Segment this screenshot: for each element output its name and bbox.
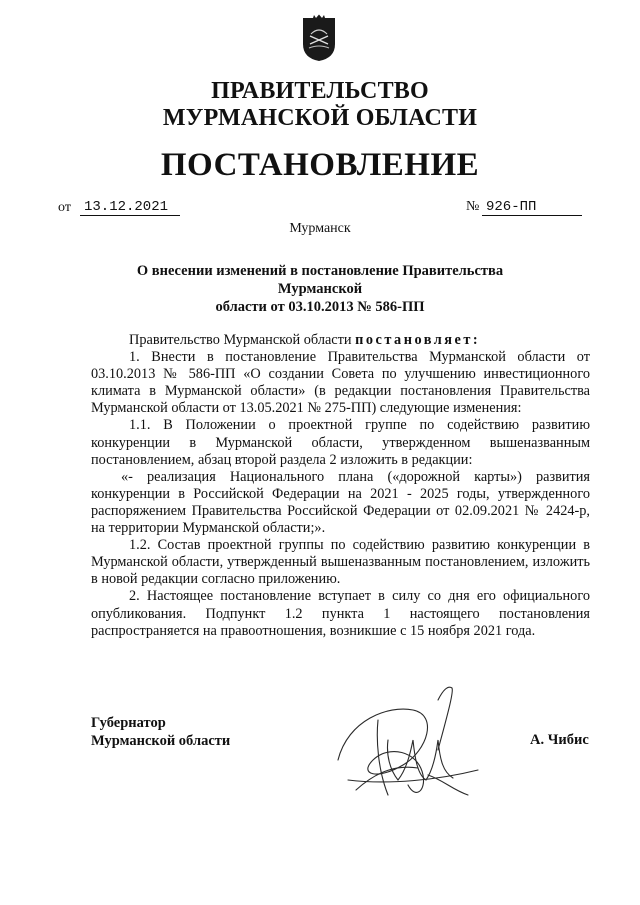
organization-name bbox=[0, 78, 640, 132]
signature-icon bbox=[318, 680, 493, 815]
paragraph-1: 1. Внести в постановление Правительства Мурманской области от 03.10.2013 № 586-ПП «О создании Совета по улучшению инвестиционного климата в Мурманской области» (в редакции постановления Правительства Мурманской области от 13.05.2021 № 275-ПП) следующие изменения: bbox=[91, 349, 590, 417]
title-line-2: области от 03.10.2013 № 586-ПП bbox=[215, 299, 425, 315]
document-number: 926-ПП bbox=[482, 199, 582, 216]
document-date: 13.12.2021 bbox=[80, 199, 180, 216]
paragraph-1-2: 1.2. Состав проектной группы по содействию развитию конкуренции в Мурманской области, утвержденный вышеназванным постановлением, изложить в новой редакции согласно приложению. bbox=[91, 537, 590, 588]
document-type: ПОСТАНОВЛЕНИЕ bbox=[160, 147, 480, 183]
document-title bbox=[100, 262, 540, 316]
city: Мурманск bbox=[289, 221, 351, 236]
intro-text: Правительство Мурманской области bbox=[129, 332, 356, 348]
document-body bbox=[91, 332, 590, 640]
paragraph-2: 2. Настоящее постановление вступает в силу со дня его официального опубликования. Подпункт 1.2 пункта 1 настоящего постановления распространяется на правоотношения, возникшие с 15 ноября 2021 года. bbox=[91, 588, 590, 639]
title-line-1: О внесении изменений в постановление Правительства Мурманской bbox=[136, 263, 504, 297]
organization-line-1: ПРАВИТЕЛЬСТВО bbox=[211, 78, 429, 104]
intro-decree-word: постановляет: bbox=[355, 332, 481, 348]
quoted-paragraph: «- реализация Национального плана («дорожной карты») развития конкуренции в Российской Федерации на 2021 - 2025 годы, утвержденного распоряжением Правительства Российской Федерации от 02.09.2021 № 2424-р, на территории Мурманской области;». bbox=[91, 468, 590, 537]
signatory-title bbox=[91, 714, 230, 750]
signatory-name: А. Чибис bbox=[530, 732, 589, 748]
signatory-title-line-1: Губернатор bbox=[91, 715, 166, 731]
organization-line-2: МУРМАНСКОЙ ОБЛАСТИ bbox=[162, 105, 478, 131]
signatory-title-line-2: Мурманской области bbox=[91, 733, 231, 749]
intro-paragraph bbox=[91, 332, 590, 349]
date-prefix: от bbox=[58, 200, 71, 215]
paragraph-1-1: 1.1. В Положении о проектной группе по содействию развитию конкуренции в Мурманской области, утвержденном вышеназванным постановлением, абзац второй раздела 2 изложить в редакции: bbox=[91, 417, 590, 468]
number-prefix: № bbox=[466, 199, 480, 214]
emblem-icon bbox=[301, 14, 337, 62]
